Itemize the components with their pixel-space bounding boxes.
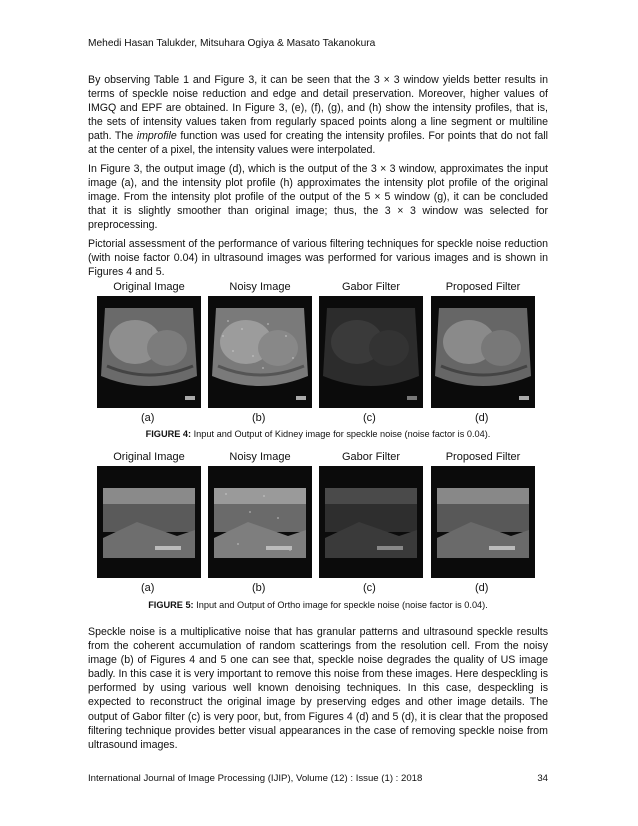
panel-title: Proposed Filter [445, 281, 521, 293]
figure-4 [96, 281, 536, 431]
caption-text: Input and Output of Kidney image for speckle noise (noise factor is 0.04). [191, 429, 491, 439]
panel-title: Proposed Filter [445, 451, 521, 463]
kidney-noisy-image [208, 296, 312, 408]
function-name: improfile [136, 130, 177, 143]
figure-5-panel-d [430, 451, 536, 601]
figure-5 [96, 451, 536, 601]
ortho-gabor-image [319, 466, 423, 578]
kidney-proposed-image [431, 296, 535, 408]
panel-title: Original Image [113, 451, 185, 463]
ortho-original-image [97, 466, 201, 578]
panel-title: Gabor Filter [341, 451, 401, 463]
figure-4-panel-c [318, 281, 424, 431]
paragraph-4: Speckle noise is a multiplicative noise that has granular patterns and ultrasound speckle results from the coherent accumulation of random scatterings from the resolution cell. From the noisy image (b) of Figures 4 and 5 one can see that, speckle noise degrades the quality of US image badly. In this case it is very important to remove this noise from these images. Here despeckling is performed by using various well known denoising techniques. In this case, despeckling is expected to reconstruct the original image by preserving edges and other image details. The output of Gabor filter (c) is very poor, but, from Figures 4 (d) and 5 (d), it is clear that the proposed filtering technique provides better visual appearances in the case of removing speckle noise from ultrasound images. [88, 626, 548, 751]
figure-4-panel-b [207, 281, 313, 431]
panel-label: (b) [252, 412, 266, 424]
kidney-gabor-image [319, 296, 423, 408]
figure-5-caption [88, 599, 548, 611]
figure-5-panel-b [207, 451, 313, 601]
panel-label: (a) [141, 412, 155, 424]
panel-label: (a) [141, 582, 155, 594]
panel-title: Noisy Image [229, 451, 291, 463]
panel-label: (d) [475, 582, 489, 594]
running-header: Mehedi Hasan Talukder, Mitsuhara Ogiya & Masato Takanokura [88, 38, 376, 49]
page-number: 34 [537, 773, 548, 784]
panel-title: Original Image [113, 281, 185, 293]
panel-title: Gabor Filter [341, 281, 401, 293]
figure-5-panel-c [318, 451, 424, 601]
panel-label: (c) [363, 412, 376, 424]
paragraph-1 [88, 73, 548, 158]
kidney-original-image [97, 296, 201, 408]
caption-text: Input and Output of Ortho image for speckle noise (noise factor is 0.04). [193, 600, 488, 610]
paragraph-1-text-a: By observing Table 1 and Figure 3, it can be seen that the 3 × 3 window yields better results in terms of speckle noise reduction and edge and detail preservation. Moreover, higher values of IMGQ and EPF are obtained. In Figure 3, (e), (f), (g), and (h) show the intensity profiles, that is, the sets of intensity values taken from regularly spaced points along a line segment or multiline path. The [88, 74, 548, 143]
panel-label: (c) [363, 582, 376, 594]
paragraph-1-text-b: function was used for creating the intensity profiles. For points that do not fall at the center of a pixel, the intensity values were interpolated. [88, 130, 548, 157]
paragraph-2: In Figure 3, the output image (d), which is the output of the 3 × 3 window, approximates the input image (a), and the intensity plot profile (h) approximates the intensity plot profile of the original image. From the intensity plot profile of the output of the 5 × 5 window (g), it can be concluded that it is slightly smoother than original image; thus, the 3 × 3 window was selected for preprocessing. [88, 163, 548, 232]
panel-title: Noisy Image [229, 281, 291, 293]
figure-5-panel-a [96, 451, 202, 601]
paragraph-3: Pictorial assessment of the performance of various filtering techniques for speckle noise reduction (with noise factor 0.04) in ultrasound images was performed for various images and is shown in Figures 4 and 5. [88, 238, 548, 279]
page-footer [88, 773, 548, 784]
journal-citation: International Journal of Image Processing (IJIP), Volume (12) : Issue (1) : 2018 [88, 773, 423, 784]
caption-label: FIGURE 5: [148, 600, 194, 610]
figure-4-panel-a [96, 281, 202, 431]
ortho-proposed-image [431, 466, 535, 578]
caption-label: FIGURE 4: [145, 429, 192, 439]
ortho-noisy-image [208, 466, 312, 578]
figure-4-caption [88, 428, 548, 440]
figure-4-panel-d [430, 281, 536, 431]
panel-label: (d) [475, 412, 489, 424]
panel-label: (b) [252, 582, 266, 594]
